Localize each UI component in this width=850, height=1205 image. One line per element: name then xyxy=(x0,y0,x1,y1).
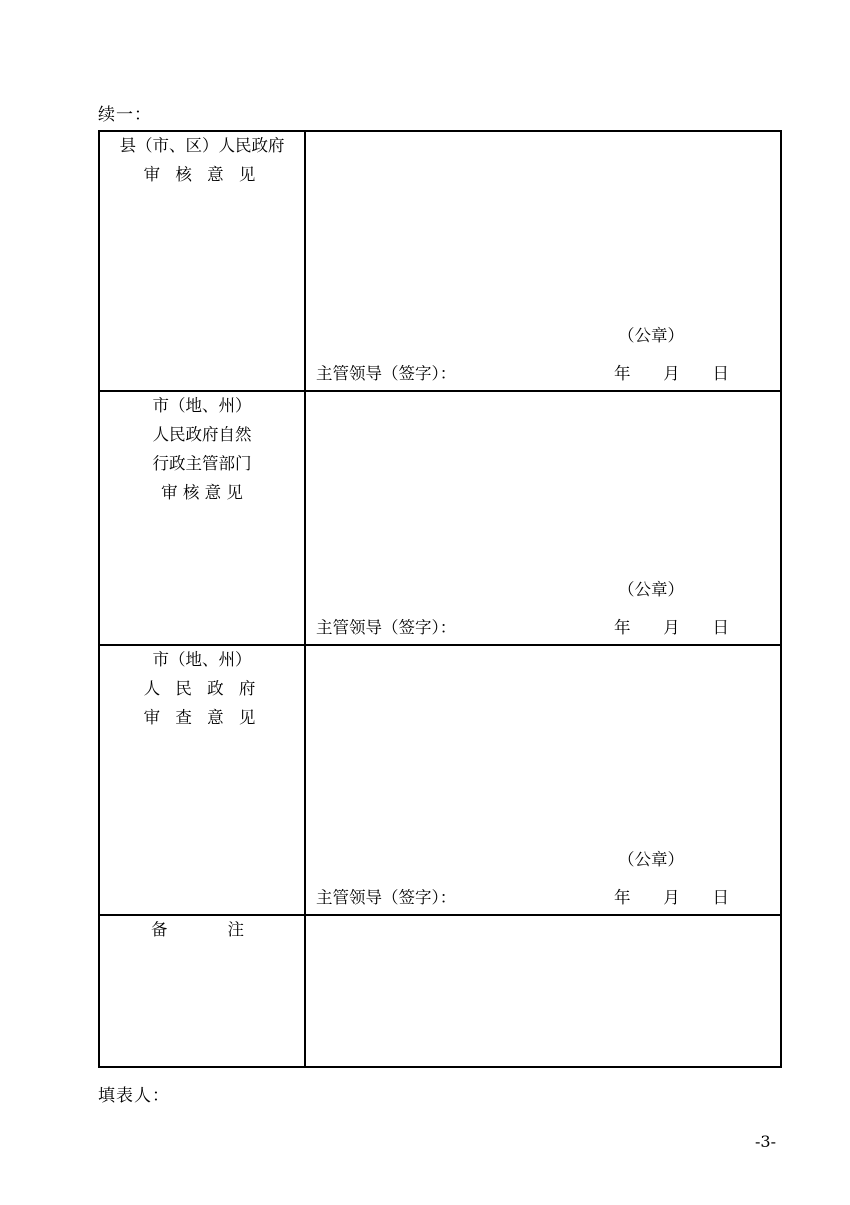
table-row xyxy=(99,915,781,1067)
date-month: 月 xyxy=(663,618,680,637)
seal-placeholder: （公章） xyxy=(618,326,684,345)
label-line: 市（地、州） xyxy=(152,396,252,415)
label-line: 审 核 意 见 xyxy=(143,164,261,184)
row-body-city-natural-resources-department-review[interactable] xyxy=(305,391,781,645)
row-body-remarks[interactable] xyxy=(305,915,781,1067)
label-line: 行政主管部门 xyxy=(152,453,252,473)
signature-label: 主管领导（签字）： xyxy=(316,888,457,907)
row-body-county-government-review[interactable] xyxy=(305,131,781,391)
label-line: 审 查 意 见 xyxy=(143,707,261,727)
label-line: 县（市、区）人民政府 xyxy=(119,136,285,155)
date-group xyxy=(614,614,757,638)
review-opinions-table xyxy=(98,130,782,1068)
date-year: 年 xyxy=(614,888,631,907)
row-body-city-government-examination[interactable] xyxy=(305,645,781,915)
table-row xyxy=(99,391,781,645)
table-row xyxy=(99,131,781,391)
seal-placeholder: （公章） xyxy=(618,850,684,869)
signature-row xyxy=(316,884,770,908)
date-group xyxy=(614,360,757,384)
signature-label: 主管领导（签字）： xyxy=(316,364,457,383)
date-day: 日 xyxy=(712,364,729,383)
date-day: 日 xyxy=(712,888,729,907)
label-line: 人 民 政 府 xyxy=(143,678,261,698)
form-filler-label: 填表人： xyxy=(98,1086,170,1106)
date-year: 年 xyxy=(614,618,631,637)
row-label-remarks xyxy=(99,915,305,1067)
page-number: -3- xyxy=(755,1132,776,1151)
row-label-city-government-examination xyxy=(99,645,305,915)
date-year: 年 xyxy=(614,364,631,383)
label-line: 市（地、州） xyxy=(152,650,252,669)
date-month: 月 xyxy=(663,888,680,907)
signature-row xyxy=(316,360,770,384)
date-month: 月 xyxy=(663,364,680,383)
label-line: 人民政府自然 xyxy=(152,424,252,444)
label-line: 备 注 xyxy=(151,920,253,939)
date-group xyxy=(614,884,757,908)
continuation-label: 续一： xyxy=(98,105,152,125)
label-line: 审 核 意 见 xyxy=(161,482,243,502)
row-label-city-natural-resources-department-review xyxy=(99,391,305,645)
row-label-county-government-review xyxy=(99,131,305,391)
table-row xyxy=(99,645,781,915)
signature-label: 主管领导（签字）： xyxy=(316,618,457,637)
date-day: 日 xyxy=(712,618,729,637)
seal-placeholder: （公章） xyxy=(618,580,684,599)
signature-row xyxy=(316,614,770,638)
